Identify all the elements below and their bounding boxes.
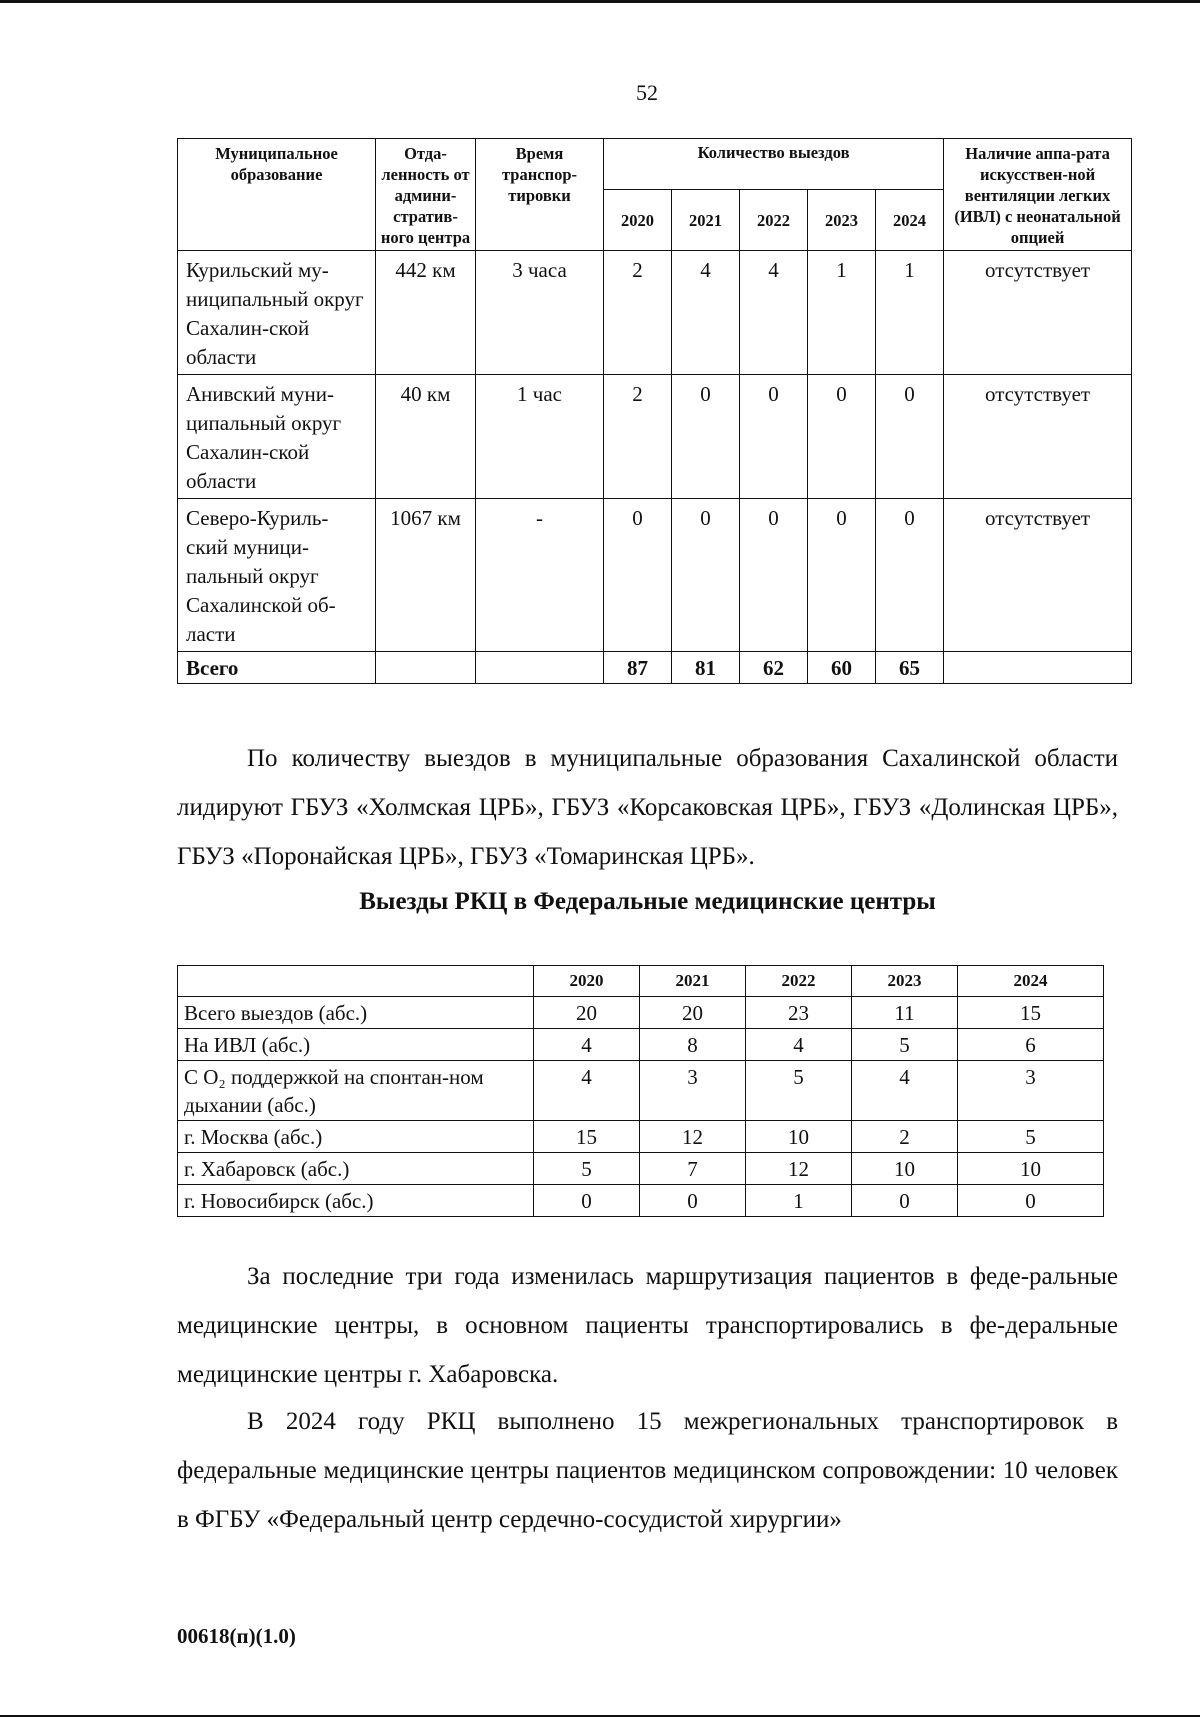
table-row (178, 1061, 1104, 1121)
municipality-name: Анивский муни-ципальный округ Сахалин-ской области (178, 375, 376, 499)
trips-cell: 0 (876, 499, 944, 652)
value-cell: 2 (852, 1121, 958, 1153)
value-cell: 4 (852, 1061, 958, 1121)
total-cell: 60 (808, 652, 876, 684)
value-cell: 1 (746, 1185, 852, 1217)
paragraph-leaders (177, 734, 1118, 881)
value-cell: 4 (746, 1029, 852, 1061)
empty-cell (376, 652, 476, 684)
trips-cell: 0 (740, 499, 808, 652)
header-year: 2021 (640, 966, 746, 997)
trips-cell: 2 (604, 375, 672, 499)
header-ventilator: Наличие аппа-рата искусствен-ной вентиляции легких (ИВЛ) с неонатальной опцией (944, 139, 1132, 251)
distance-cell: 442 км (376, 251, 476, 375)
trips-cell: 0 (740, 375, 808, 499)
municipality-name: Северо-Куриль-ский муници-пальный округ Сахалинской об-ласти (178, 499, 376, 652)
table-row (178, 997, 1104, 1029)
federal-centers-table (177, 965, 1104, 1217)
table-row (178, 251, 1132, 375)
value-cell: 4 (534, 1029, 640, 1061)
header-year: 2020 (534, 966, 640, 997)
header-year: 2020 (604, 190, 672, 251)
header-year: 2024 (958, 966, 1104, 997)
value-cell: 20 (640, 997, 746, 1029)
trips-cell: 0 (808, 499, 876, 652)
header-year: 2023 (852, 966, 958, 997)
value-cell: 15 (534, 1121, 640, 1153)
table-row (178, 1153, 1104, 1185)
header-year: 2024 (876, 190, 944, 251)
header-year: 2022 (746, 966, 852, 997)
value-cell: 6 (958, 1029, 1104, 1061)
row-label: С O₂ поддержкой на спонтан-ном дыхании (абс.) (178, 1061, 534, 1121)
paragraph-interregional (177, 1397, 1118, 1544)
value-cell: 5 (534, 1153, 640, 1185)
total-cell: 65 (876, 652, 944, 684)
municipal-trips-table (177, 138, 1132, 684)
trips-cell: 0 (876, 375, 944, 499)
table-row (178, 375, 1132, 499)
value-cell: 12 (640, 1121, 746, 1153)
value-cell: 0 (958, 1185, 1104, 1217)
header-transport-time: Время транспор-тировки (476, 139, 604, 251)
header-year: 2023 (808, 190, 876, 251)
section-title: Выезды РКЦ в Федеральные медицинские центры (359, 888, 936, 915)
value-cell: 5 (746, 1061, 852, 1121)
table-row (178, 499, 1132, 652)
table-row (178, 1185, 1104, 1217)
row-label: г. Хабаровск (абс.) (178, 1153, 534, 1185)
value-cell: 5 (958, 1121, 1104, 1153)
ventilator-cell: отсутствует (944, 251, 1132, 375)
document-code: 00618(п)(1.0) (177, 1624, 296, 1648)
table-row (178, 1029, 1104, 1061)
row-label: На ИВЛ (абс.) (178, 1029, 534, 1061)
value-cell: 3 (958, 1061, 1104, 1121)
value-cell: 4 (534, 1061, 640, 1121)
row-label: г. Москва (абс.) (178, 1121, 534, 1153)
total-cell: 87 (604, 652, 672, 684)
trips-cell: 2 (604, 251, 672, 375)
header-trips-count: Количество выездов (604, 139, 944, 190)
trips-cell: 4 (740, 251, 808, 375)
trips-cell: 0 (672, 499, 740, 652)
distance-cell: 40 км (376, 375, 476, 499)
value-cell: 0 (852, 1185, 958, 1217)
value-cell: 12 (746, 1153, 852, 1185)
value-cell: 15 (958, 997, 1104, 1029)
ventilator-cell: отсутствует (944, 499, 1132, 652)
value-cell: 5 (852, 1029, 958, 1061)
value-cell: 11 (852, 997, 958, 1029)
header-year: 2022 (740, 190, 808, 251)
table-row (178, 1121, 1104, 1153)
distance-cell: 1067 км (376, 499, 476, 652)
paragraph-routing (177, 1252, 1118, 1399)
total-cell: 81 (672, 652, 740, 684)
header-municipality: Муниципальное образование (178, 139, 376, 251)
paragraph-text: За последние три года изменилась маршрутизация пациентов в феде-ральные медицинские центры, в основном пациенты транспортировались в фе-деральные медицинские центры г. Хабаровска. (177, 1263, 1118, 1388)
row-label: Всего выездов (абс.) (178, 997, 534, 1029)
trips-cell: 1 (876, 251, 944, 375)
value-cell: 8 (640, 1029, 746, 1061)
value-cell: 0 (534, 1185, 640, 1217)
total-cell: 62 (740, 652, 808, 684)
top-border-line (0, 0, 1200, 3)
value-cell: 7 (640, 1153, 746, 1185)
value-cell: 10 (958, 1153, 1104, 1185)
transport-time-cell: - (476, 499, 604, 652)
row-label: г. Новосибирск (абс.) (178, 1185, 534, 1217)
empty-cell (476, 652, 604, 684)
municipality-name: Курильский му-ниципальный округ Сахалин-ской области (178, 251, 376, 375)
value-cell: 0 (640, 1185, 746, 1217)
header-year: 2021 (672, 190, 740, 251)
total-label: Всего (178, 652, 376, 684)
trips-cell: 0 (808, 375, 876, 499)
value-cell: 23 (746, 997, 852, 1029)
transport-time-cell: 3 часа (476, 251, 604, 375)
ventilator-cell: отсутствует (944, 375, 1132, 499)
value-cell: 10 (746, 1121, 852, 1153)
page-number: 52 (636, 80, 658, 105)
trips-cell: 0 (604, 499, 672, 652)
trips-cell: 1 (808, 251, 876, 375)
transport-time-cell: 1 час (476, 375, 604, 499)
total-row (178, 652, 1132, 684)
header-empty (178, 966, 534, 997)
header-distance: Отда-ленность от админи-стратив-ного центра (376, 139, 476, 251)
paragraph-text: В 2024 году РКЦ выполнено 15 межрегиональных транспортировок в федеральные медицинские центры пациентов медицинском сопровождении: 10 человек в ФГБУ «Федеральный центр сердечно-сосудистой хирургии» (177, 1408, 1118, 1533)
bottom-border-line (0, 1715, 1200, 1717)
value-cell: 10 (852, 1153, 958, 1185)
value-cell: 3 (640, 1061, 746, 1121)
trips-cell: 0 (672, 375, 740, 499)
value-cell: 20 (534, 997, 640, 1029)
paragraph-text: По количеству выездов в муниципальные образования Сахалинской области лидируют ГБУЗ «Холмская ЦРБ», ГБУЗ «Корсаковская ЦРБ», ГБУЗ «Долинская ЦРБ», ГБУЗ «Поронайская ЦРБ», ГБУЗ «Томаринская ЦРБ». (177, 745, 1118, 870)
trips-cell: 4 (672, 251, 740, 375)
empty-cell (944, 652, 1132, 684)
